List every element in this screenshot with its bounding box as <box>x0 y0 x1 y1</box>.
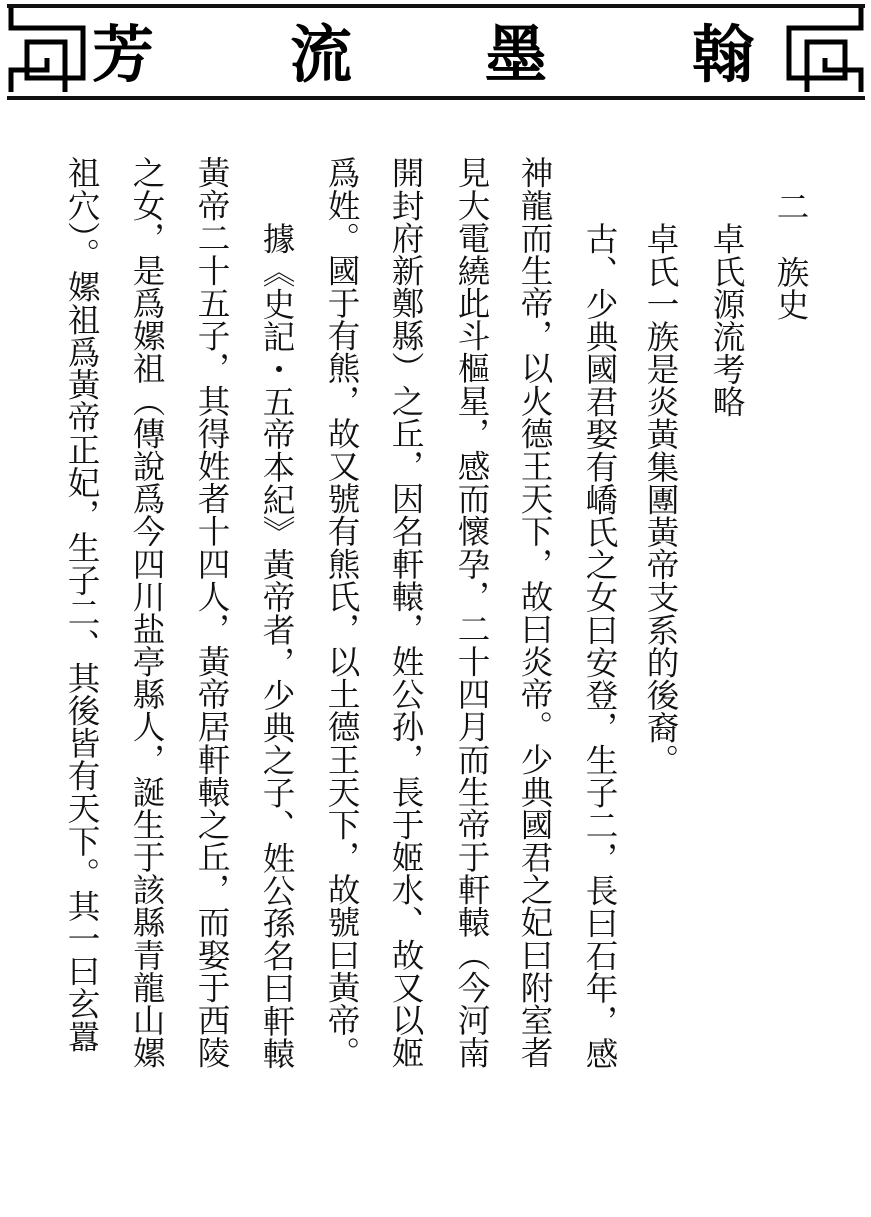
section-heading: 二 族史 <box>771 190 810 321</box>
fret-ornament-right-icon <box>781 8 865 96</box>
title-char-1: 翰 <box>692 18 755 91</box>
text-column: 卓氏一族是炎黃集團黃帝支系的後裔。 <box>641 222 680 777</box>
title-char-4: 芳 <box>92 18 155 91</box>
text-column: 開封府新鄭縣）之丘，因名軒轅，姓公孙，長于姬水、故又以姬 <box>386 156 425 1069</box>
text-column: 見大電繞此斗樞星，感而懷孕，二十四月而生帝于軒轅（今河南 <box>452 156 491 1069</box>
subsection-heading: 卓氏源流考略 <box>707 222 746 418</box>
title-char-2: 墨 <box>485 18 548 91</box>
text-column: 黃帝二十五子，其得姓者十四人，黃帝居軒轅之丘，而娶于西陵 <box>192 156 231 1069</box>
text-column: 爲姓。國于有熊，故又號有熊氏，以土德王天下，故號曰黃帝。 <box>322 156 361 1069</box>
text-column: 據《史記・五帝本紀》黃帝者，少典之子、姓公孫名曰軒轅 <box>257 222 296 1070</box>
title-char-3: 流 <box>290 18 353 91</box>
text-column: 神龍而生帝，以火德王天下，故曰炎帝。少典國君之妃曰附室者 <box>515 156 554 1069</box>
text-column: 祖穴）。嫘祖爲黃帝正妃，生子二、其後皆有天下。其一曰玄囂 <box>62 156 101 1053</box>
text-column: 古、少典國君娶有嶠氏之女曰安登，生子二，長曰石年，感 <box>580 222 619 1070</box>
fret-ornament-left-icon <box>7 8 91 96</box>
text-column: 之女，是爲嫘祖（傳說爲今四川盐亭縣人，誕生于該縣青龍山嫘 <box>127 156 166 1069</box>
title-banner <box>7 4 865 100</box>
